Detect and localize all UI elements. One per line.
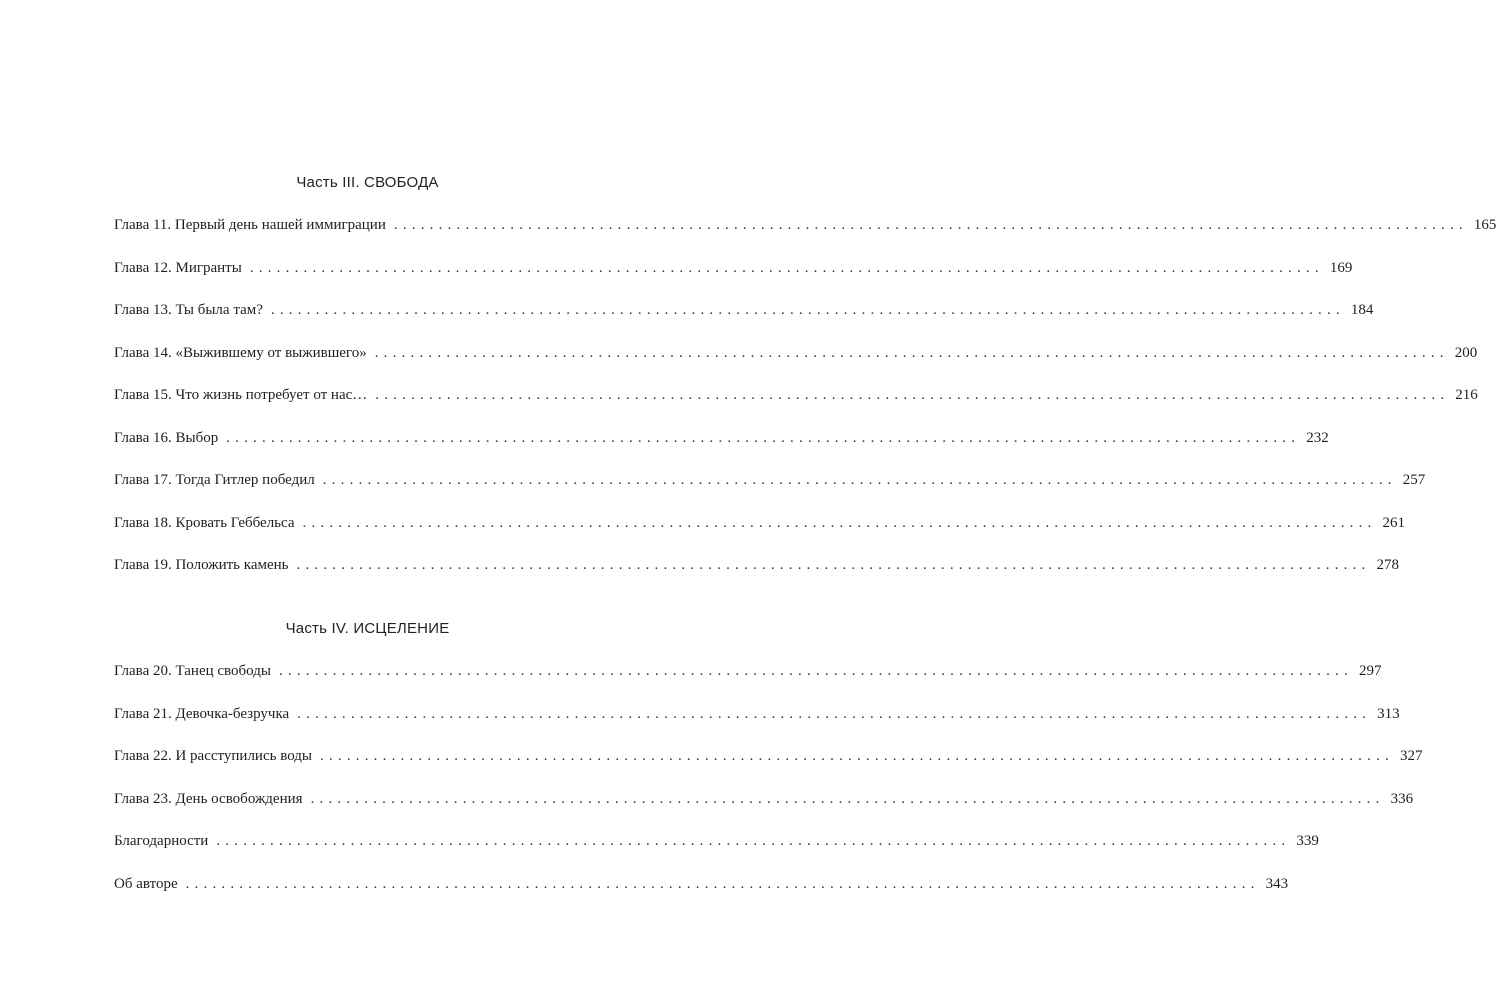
toc-leader-dots: ........................................................................................................................ (322, 472, 1397, 488)
toc-entry-page: 339 (1296, 833, 1319, 849)
toc-entry (114, 428, 1329, 471)
toc-entry-title: Глава 11. Первый день нашей иммиграции (114, 217, 386, 233)
toc-entry (114, 704, 1400, 747)
toc-entry-page: 184 (1350, 302, 1374, 318)
toc-entry-title: Глава 18. Кровать Геббельса (114, 514, 295, 531)
toc-entry-page: 336 (1390, 790, 1414, 807)
toc-entry (114, 300, 1374, 343)
toc-entry-title: Глава 21. Девочка-безручка (114, 705, 290, 722)
part-4-title: Часть IV. ИСЦЕЛЕНИЕ (285, 620, 450, 637)
toc-entry (114, 385, 1478, 428)
toc-entry-title: Благодарности (114, 833, 209, 849)
toc-entry-title: Глава 14. «Выжившему от выжившего» (114, 344, 367, 361)
part-3-toc-list (114, 215, 1496, 598)
toc-entry (114, 555, 1399, 598)
part-4-toc-list (114, 661, 1423, 916)
toc-entry (114, 831, 1319, 874)
toc-entry-page: 261 (1382, 514, 1406, 531)
part-3-title: Часть III. СВОБОДА (296, 174, 439, 191)
toc-entry-page: 278 (1376, 557, 1399, 573)
toc-leader-dots: ........................................................................................................................ (374, 344, 1449, 361)
toc-leader-dots: ........................................................................................................................ (278, 663, 1353, 679)
toc-leader-dots: ........................................................................................................................ (375, 387, 1450, 403)
toc-entry-page: 343 (1265, 875, 1289, 892)
toc-leader-dots: ........................................................................................................................ (270, 302, 1345, 318)
toc-entry-title: Глава 12. Мигранты (114, 259, 242, 276)
toc-leader-dots: ........................................................................................................................ (249, 259, 1324, 276)
toc-entry (114, 746, 1423, 789)
toc-entry (114, 215, 1496, 258)
toc-entry-page: 169 (1329, 259, 1353, 276)
toc-leader-dots: ........................................................................................................................ (393, 217, 1468, 233)
toc-entry-title: Глава 16. Выбор (114, 429, 219, 446)
toc-entry (114, 874, 1289, 917)
toc-entry-page: 327 (1399, 748, 1423, 764)
toc-entry-page: 313 (1377, 705, 1400, 722)
toc-entry-title: Глава 19. Положить камень (114, 557, 289, 573)
toc-entry (114, 343, 1478, 386)
toc-entry-page: 232 (1306, 429, 1329, 446)
toc-entry-page: 200 (1454, 344, 1478, 361)
toc-entry (114, 470, 1426, 513)
toc-entry-title: Об авторе (114, 875, 178, 892)
toc-entry (114, 789, 1414, 832)
toc-entry-title: Глава 20. Танец свободы (114, 663, 271, 679)
toc-leader-dots: ........................................................................................................................ (185, 875, 1260, 892)
toc-entry-title: Глава 17. Тогда Гитлер победил (114, 472, 315, 488)
toc-entry-page: 297 (1358, 663, 1382, 679)
toc-leader-dots: ........................................................................................................................ (226, 429, 1301, 446)
toc-entry (114, 661, 1382, 704)
toc-entry (114, 258, 1353, 301)
toc-leader-dots: ........................................................................................................................ (297, 705, 1372, 722)
toc-leader-dots: ........................................................................................................................ (319, 748, 1394, 764)
toc-entry-page: 257 (1402, 472, 1426, 488)
toc-entry-page: 216 (1455, 387, 1478, 403)
toc-leader-dots: ........................................................................................................................ (216, 833, 1291, 849)
toc-entry (114, 513, 1406, 556)
toc-entry-page: 165 (1473, 217, 1496, 233)
toc-leader-dots: ........................................................................................................................ (296, 557, 1371, 573)
toc-entry-title: Глава 13. Ты была там? (114, 302, 263, 318)
toc-leader-dots: ........................................................................................................................ (302, 514, 1377, 531)
toc-entry-title: Глава 15. Что жизнь потребует от нас… (114, 387, 368, 403)
toc-entry-title: Глава 23. День освобождения (114, 790, 303, 807)
toc-entry-title: Глава 22. И расступились воды (114, 748, 312, 764)
toc-leader-dots: ........................................................................................................................ (310, 790, 1385, 807)
